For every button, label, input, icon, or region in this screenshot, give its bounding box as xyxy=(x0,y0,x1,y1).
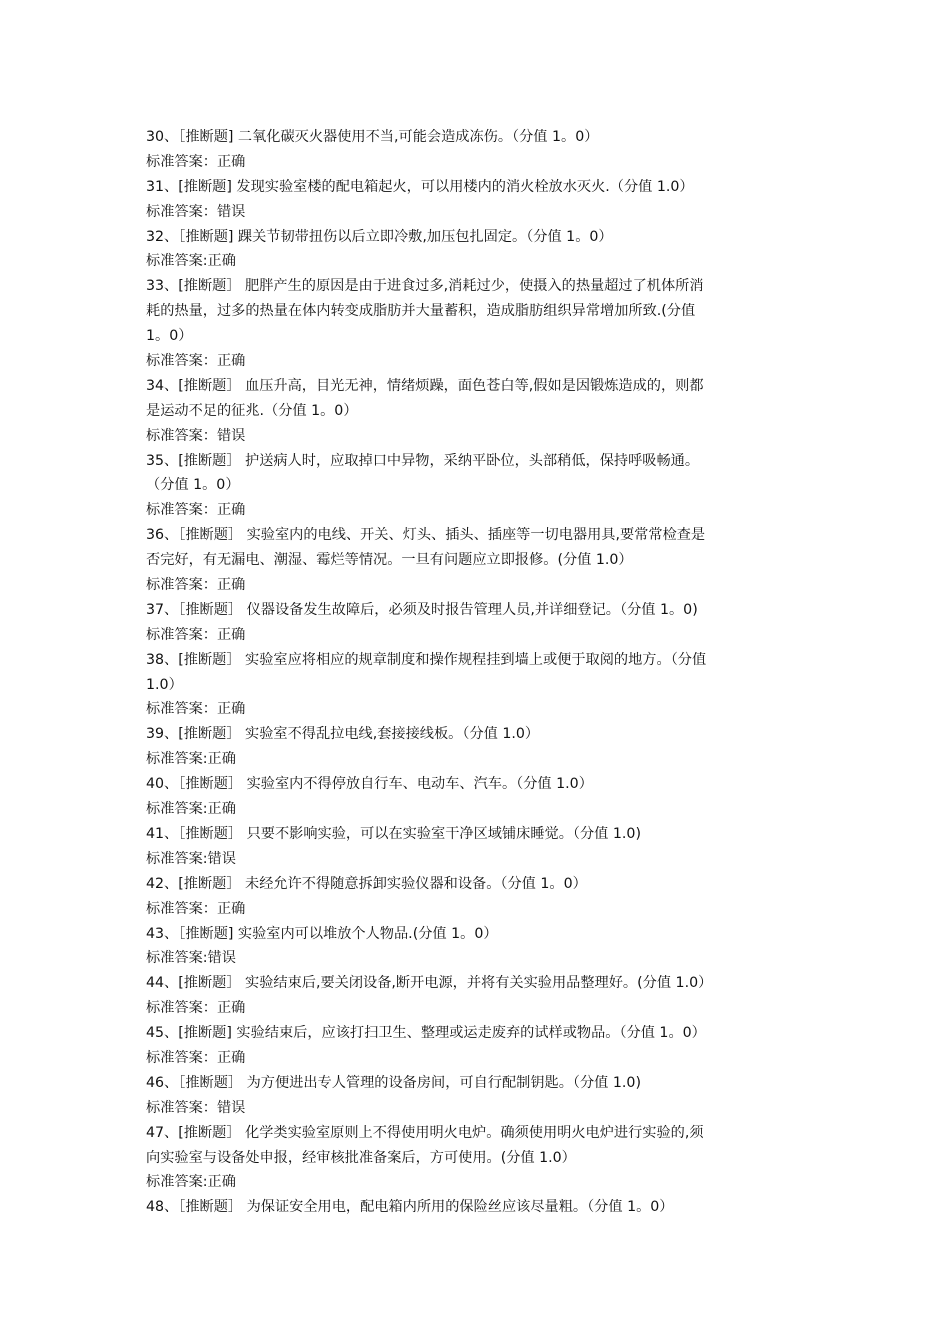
text-line: 47、[推断题］ 化学类实验室原则上不得使用明火电炉。确须使用明火电炉进行实验的,须 xyxy=(146,1124,704,1141)
text-line: 45、[推断题] 实验结束后，应该打扫卫生、整理或运走废弃的试样或物品。（分值 1。0） xyxy=(146,1025,706,1042)
text-line: 36、［推断题］ 实验室内的电线、开关、灯头、插头、插座等一切电器用具,要常常检查是 xyxy=(146,527,706,544)
answer-line: 标准答案：正确 xyxy=(146,502,246,519)
text-line: 32、［推断题] 踝关节韧带扭伤以后立即冷敷,加压包扎固定。（分值 1。0） xyxy=(146,228,613,245)
document-body xyxy=(146,125,818,1220)
answer-line: 标准答案：正确 xyxy=(146,353,246,370)
text-line: 31、[推断题] 发现实验室楼的配电箱起火，可以用楼内的消火栓放水灭火.（分值 1.0） xyxy=(146,178,694,195)
text-line: 41、［推断题］ 只要不影响实验，可以在实验室干净区域铺床睡觉。（分值 1.0) xyxy=(146,825,641,842)
text-line: 42、[推断题］ 未经允许不得随意拆卸实验仪器和设备。（分值 1。0） xyxy=(146,875,587,892)
answer-line: 标准答案：错误 xyxy=(146,1099,246,1116)
text-line: 38、[推断题］ 实验室应将相应的规章制度和操作规程挂到墙上或便于取阅的地方。（分值 xyxy=(146,651,707,668)
text-line: 39、[推断题］ 实验室不得乱拉电线,套接接线板。（分值 1.0） xyxy=(146,726,540,743)
answer-line: 标准答案：错误 xyxy=(146,427,246,444)
text-line: 向实验室与设备处申报，经审核批准备案后，方可使用。(分值 1.0） xyxy=(146,1149,576,1166)
text-line: 33、[推断题］ 肥胖产生的原因是由于进食过多,消耗过少，使摄入的热量超过了机体所消 xyxy=(146,278,704,295)
text-line: 37、［推断题］ 仪器设备发生故障后，必须及时报告管理人员,并详细登记。（分值 1。0) xyxy=(146,601,698,618)
answer-line: 标准答案：正确 xyxy=(146,626,246,643)
answer-line: 标准答案：正确 xyxy=(146,1000,246,1017)
text-line: 48、［推断题］ 为保证安全用电，配电箱内所用的保险丝应该尽量粗。（分值 1。0） xyxy=(146,1199,674,1216)
text-line: 30、［推断题] 二氧化碳灭火器使用不当,可能会造成冻伤。（分值 1。0） xyxy=(146,129,599,145)
text-line: （分值 1。0） xyxy=(146,477,240,494)
answer-line: 标准答案：正确 xyxy=(146,577,246,594)
text-line: 34、[推断题］ 血压升高，目光无神，情绪烦躁，面色苍白等,假如是因锻炼造成的，则都 xyxy=(146,377,704,394)
answer-line: 标准答案:正确 xyxy=(146,253,236,270)
text-line: 44、[推断题］ 实验结束后,要关闭设备,断开电源，并将有关实验用品整理好。(分值 1.0） xyxy=(146,975,713,992)
answer-line: 标准答案：正确 xyxy=(146,1049,246,1066)
answer-line: 标准答案：正确 xyxy=(146,153,246,170)
text-line: 否完好，有无漏电、潮湿、霉烂等情况。一旦有问题应立即报修。(分值 1.0） xyxy=(146,552,633,569)
text-line: 35、[推断题］ 护送病人时，应取掉口中异物，采纳平卧位，头部稍低，保持呼吸畅通。 xyxy=(146,452,700,469)
answer-line: 标准答案：正确 xyxy=(146,900,246,917)
text-line: 1.0） xyxy=(146,676,183,693)
answer-line: 标准答案：正确 xyxy=(146,701,246,718)
answer-line: 标准答案：错误 xyxy=(146,203,246,220)
text-line: 耗的热量，过多的热量在体内转变成脂肪并大量蓄积，造成脂肪组织异常增加所致.(分值 xyxy=(146,303,696,320)
text-line: 1。0） xyxy=(146,328,193,345)
answer-line: 标准答案:正确 xyxy=(146,751,236,768)
text-line: 46、［推断题］ 为方便进出专人管理的设备房间，可自行配制钥匙。（分值 1.0) xyxy=(146,1074,641,1091)
answer-line: 标准答案:错误 xyxy=(146,850,236,867)
text-line: 40、［推断题］ 实验室内不得停放自行车、电动车、汽车。（分值 1.0） xyxy=(146,776,593,793)
text-line: 是运动不足的征兆.（分值 1。0） xyxy=(146,402,358,419)
answer-line: 标准答案:正确 xyxy=(146,801,236,818)
answer-line: 标准答案:错误 xyxy=(146,950,236,967)
answer-line: 标准答案:正确 xyxy=(146,1174,236,1191)
text-line: 43、［推断题] 实验室内可以堆放个人物品.(分值 1。0） xyxy=(146,925,498,942)
